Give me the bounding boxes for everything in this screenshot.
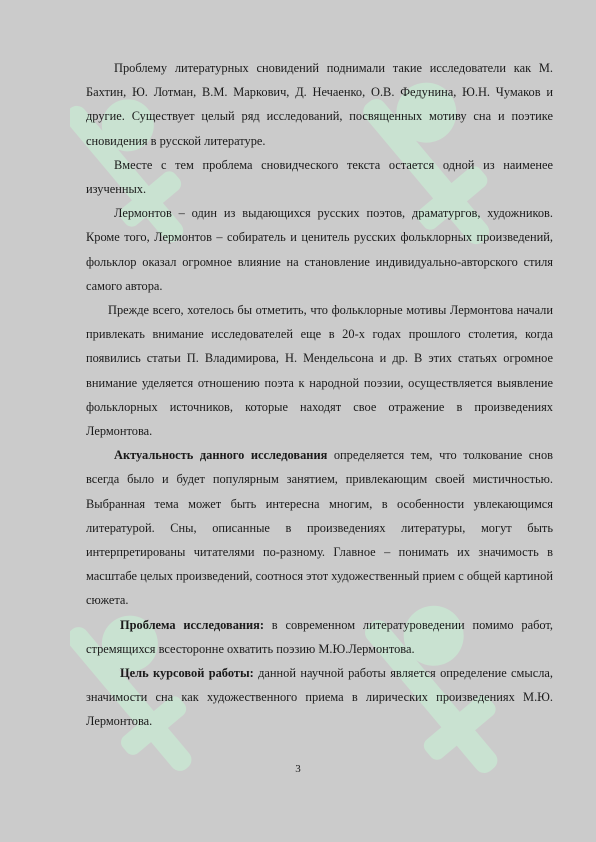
paragraph-text: Прежде всего, хотелось бы отметить, что фольклорные мотивы Лермонтова начали привлекать внимание исследователей еще в 20-х годах прошлого столетия, когда появились статьи П. Владимирова, Н. Мендельсона и др. В этих статьях огромное внимание уделяется отношению поэта к народной поэзии, осуществляется выявление фольклорных источников, которые находят свое отражение в произведениях Лермонтова. [86,303,553,439]
bold-heading-text: Проблема исследования: [120,617,264,632]
paragraph [86,613,553,661]
paragraph [86,298,553,443]
paragraph [86,56,553,153]
paragraph [86,443,553,612]
paragraph-text: Вместе с тем проблема сновидческого текста остается одной из наименее изученных. [86,157,553,197]
paragraph-text: Проблему литературных сновидений поднимали такие исследователи как М. Бахтин, Ю. Лотман, В.М. Маркович, Д. Нечаенко, О.В. Федунина, Ю.Н. Чумаков и другие. Существует целый ряд исследований, посвященных мотиву сна и поэтике сновидения в русской литературе. [86,61,553,148]
page-number: 3 [295,763,301,775]
paragraph [86,661,553,734]
bold-heading-text: Актуальность данного исследования [114,448,328,463]
paragraph-text: Лермонтов – один из выдающихся русских поэтов, драматургов, художников. Кроме того, Лермонтов – собиратель и ценитель русских фольклорных произведений, фольклор оказал огромное влияние на становление индивидуально-авторского стиля самого автора. [86,206,553,293]
bold-heading-text: Цель курсовой работы: [120,666,254,681]
paragraph-text: данной научной работы является определение смысла, значимости сна как художественного приема в лирических произведениях М.Ю. Лермонтова. [86,666,553,729]
paragraph [86,201,553,298]
paragraph [86,153,553,201]
paragraph-text: в современном литературоведении помимо работ, стремящихся всесторонне охватить поэзию М.Ю.Лермонтова. [86,617,553,656]
document-body [86,56,553,734]
paragraph-text: определяется тем, что толкование снов всегда было и будет популярным занятием, привлекающим своей мистичностью. Выбранная тема может быть интересна многим, в особенности увлекающимся литературой. Сны, описанные в произведениях литературы, могут быть интерпретированы читателями по-разному. Главное – понимать их значимость в масштабе целых произведений, соотнося этот художественный прием с общей картиной сюжета. [86,448,553,608]
